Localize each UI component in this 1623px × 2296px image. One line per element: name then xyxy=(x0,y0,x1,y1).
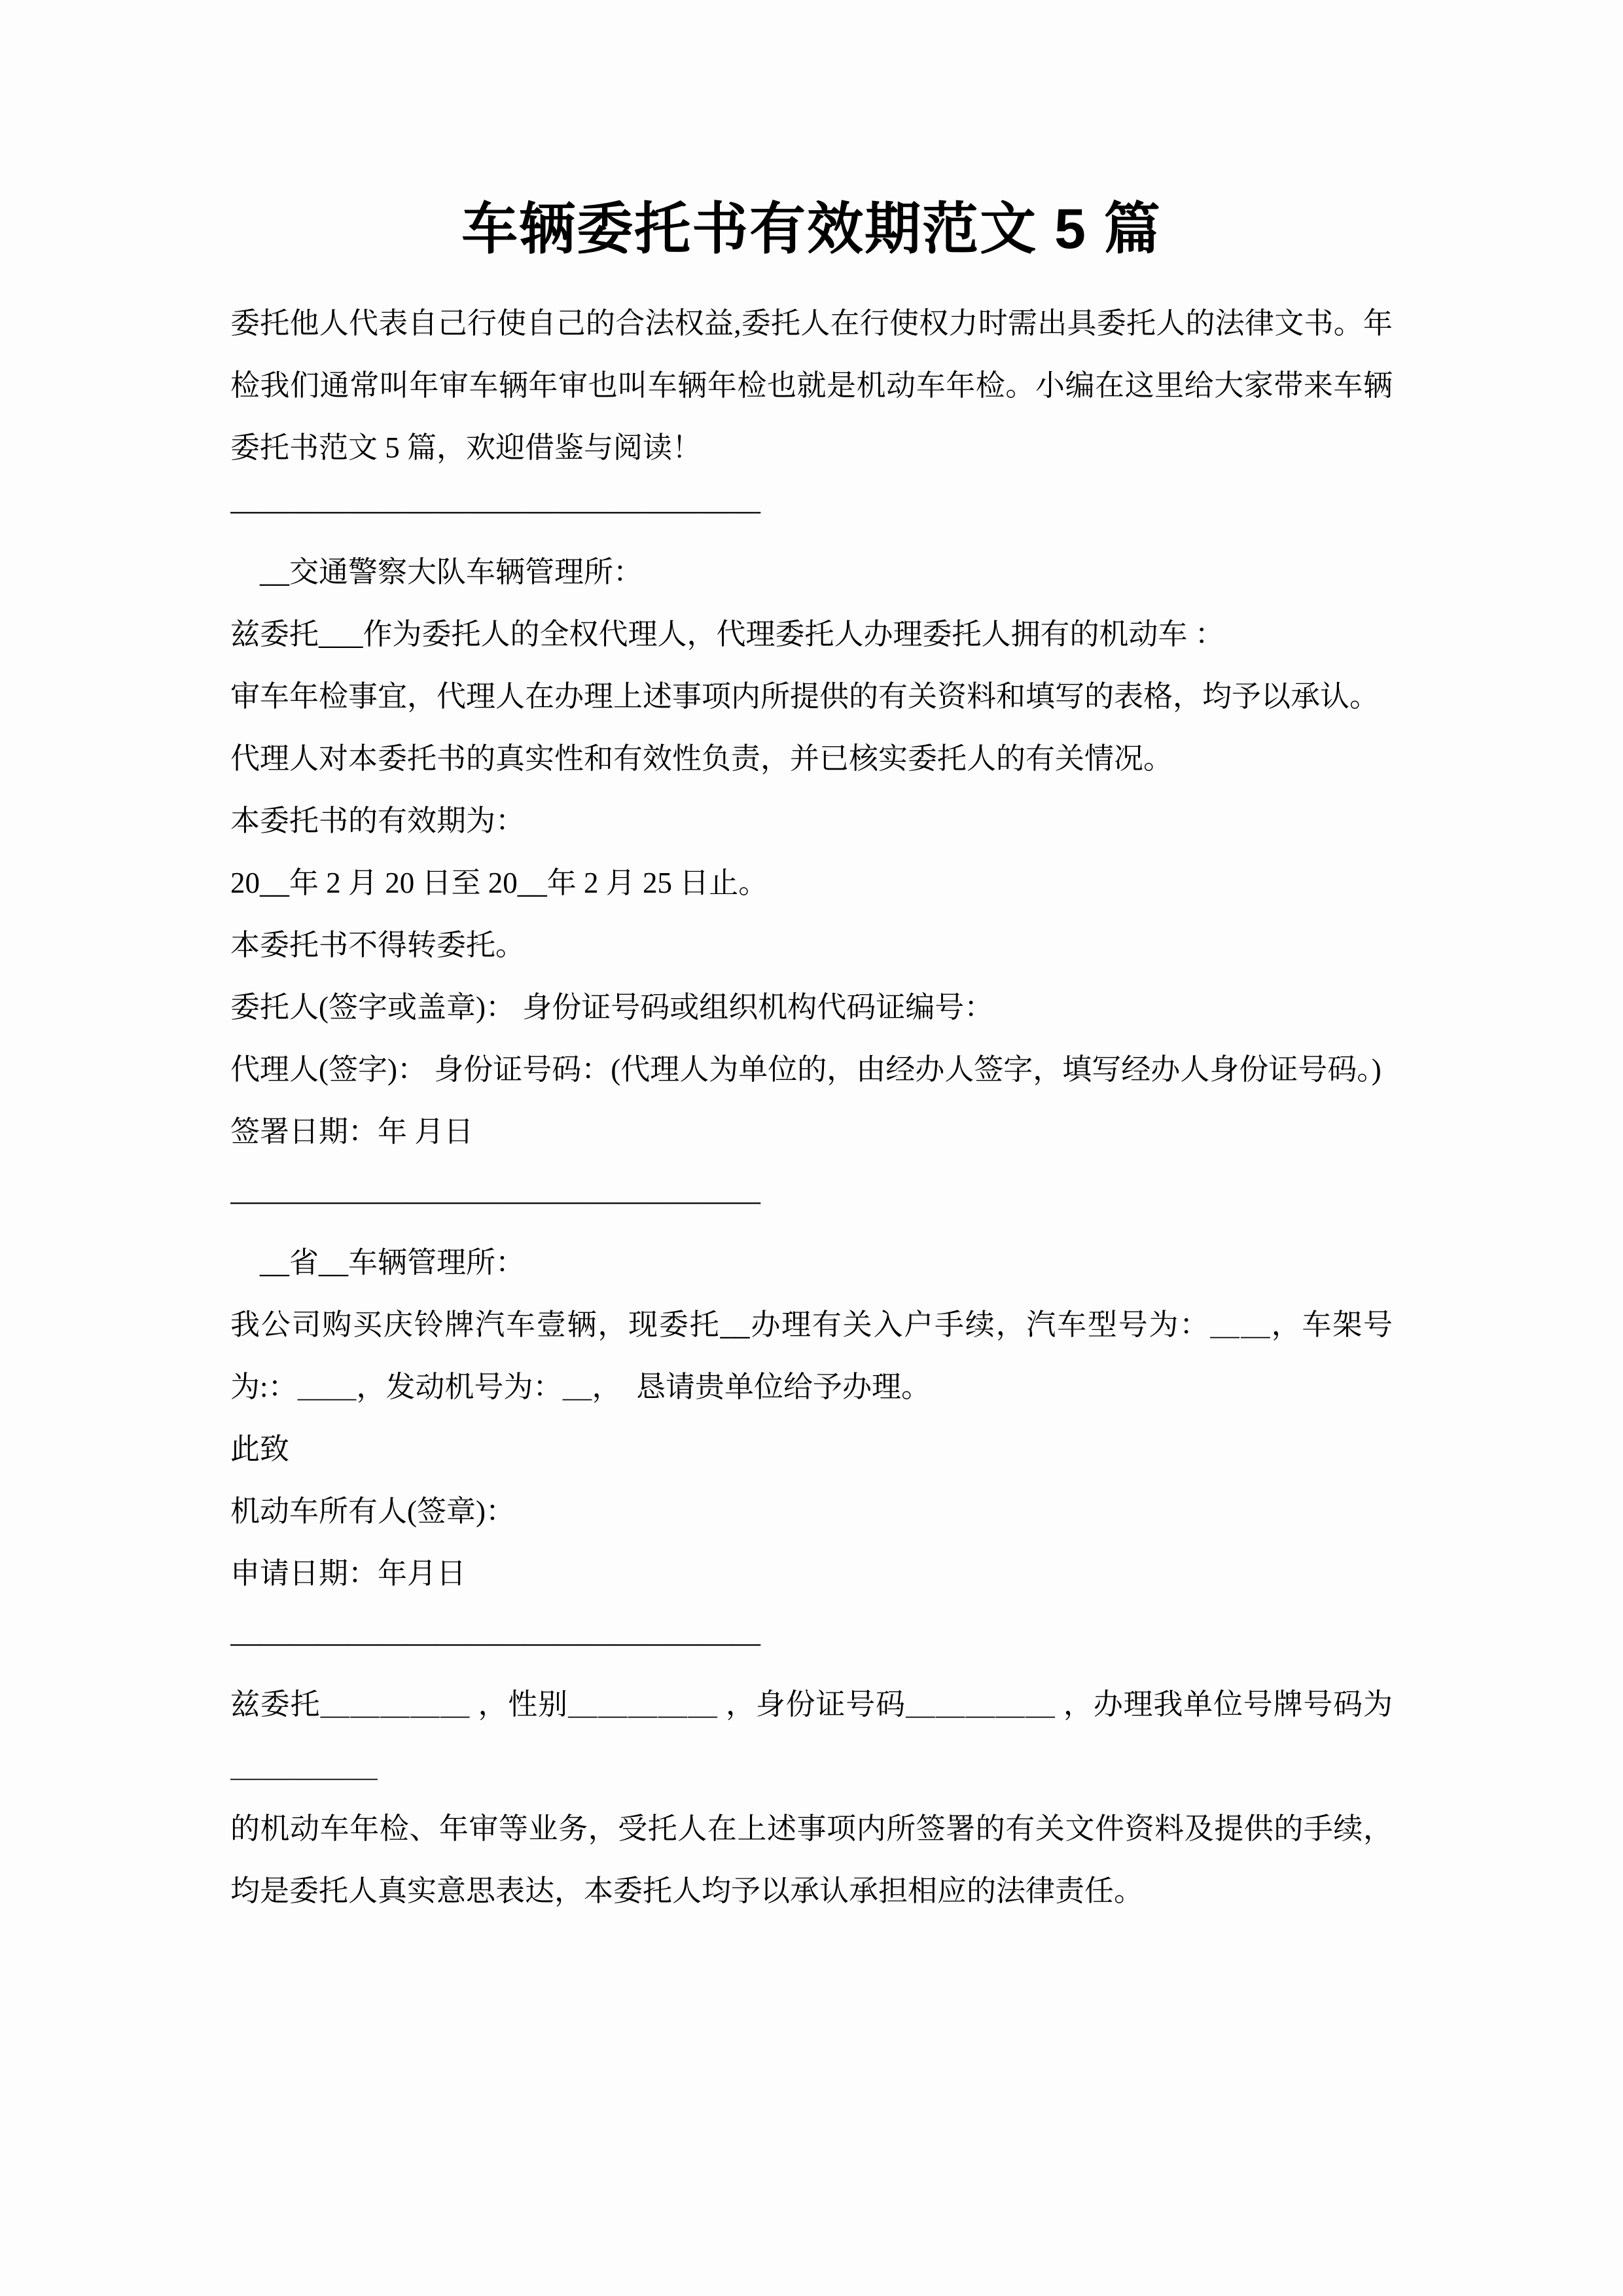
section-divider-3: —————————————————— xyxy=(230,1626,760,1659)
section1-principal-signature-line: 委托人(签字或盖章)： 身份证号码或组织机构代码证编号： xyxy=(230,991,994,1024)
section1-validity-dates: 20__年 2 月 20 日至 20__年 2 月 25 日止。 xyxy=(230,867,768,900)
section1-addressee: __交通警察大队车辆管理所： xyxy=(230,556,643,589)
section2-closing: 此致 xyxy=(230,1433,290,1466)
section3-line-2: 的机动车年检、年审等业务，受托人在上述事项内所签署的有关文件资料及提供的手续，均是委托人真实意思表达，本委托人均予以承认承担相应的法律责任。 xyxy=(230,1812,1393,1908)
section3-line-1: 兹委托＿＿＿＿＿ ，性别＿＿＿＿＿ ，身份证号码＿＿＿＿＿ ，办理我单位号牌号码为＿＿＿＿＿ xyxy=(230,1688,1393,1784)
section2-spacer xyxy=(230,1605,1393,1611)
document-body xyxy=(230,293,1393,1922)
section1-signing-date: 签署日期：年 月日 xyxy=(230,1115,474,1149)
section1-spacer xyxy=(230,1163,1393,1170)
section-divider-2: —————————————————— xyxy=(230,1184,760,1217)
section-divider-1: —————————————————— xyxy=(230,493,760,527)
section1-line-1: 兹委托___作为委托人的全权代理人，代理委托人办理委托人拥有的机动车 ： xyxy=(230,618,1224,651)
section1-agent-signature-line: 代理人(签字)： 身份证号码：(代理人为单位的，由经办人签字，填写经办人身份证号码。) xyxy=(230,1053,1382,1086)
section1-validity-label: 本委托书的有效期为： xyxy=(230,804,526,838)
section2-application-date: 申请日期：年月日 xyxy=(230,1557,467,1590)
section2-addressee: __省__车辆管理所： xyxy=(230,1246,526,1280)
section1-line-3: 代理人对本委托书的真实性和有效性负责，并已核实委托人的有关情况。 xyxy=(230,742,1173,776)
section1-no-subdelegation: 本委托书不得转委托。 xyxy=(230,929,526,962)
section2-line-1: 我公司购买庆铃牌汽车壹辆，现委托__办理有关入户手续，汽车型号为：＿＿，车架号为:：＿＿，发动机号为：＿， 恳请贵单位给予办理。 xyxy=(230,1308,1393,1404)
intro-paragraph: 委托他人代表自己行使自己的合法权益,委托人在行使权力时需出具委托人的法律文书。年检我们通常叫年审车辆年审也叫车辆年检也就是机动车年检。小编在这里给大家带来车辆委托书范文 5 篇，欢迎借鉴与阅读！ xyxy=(230,307,1393,465)
section1-line-2: 审车年检事宜，代理人在办理上述事项内所提供的有关资料和填写的表格，均予以承认。 xyxy=(230,680,1380,713)
page-title: 车辆委托书有效期范文 5 篇 xyxy=(461,198,1162,260)
section2-owner-signature-line: 机动车所有人(签章)： xyxy=(230,1495,515,1528)
